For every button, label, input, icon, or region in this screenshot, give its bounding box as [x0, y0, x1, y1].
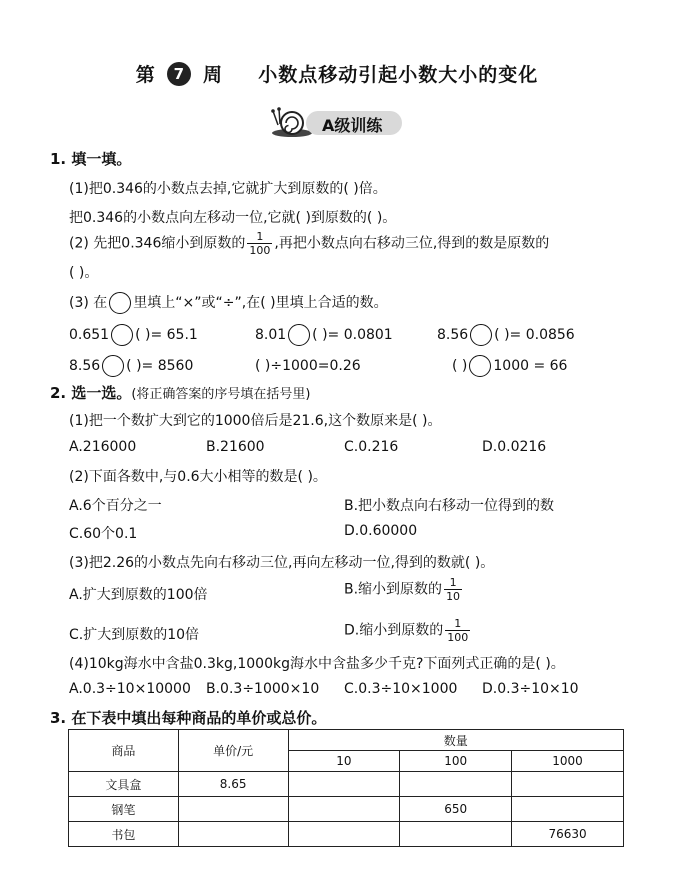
level-label: A级训练: [322, 116, 383, 135]
operator-circle[interactable]: [469, 355, 491, 377]
price-cell[interactable]: [178, 822, 288, 847]
goods-name: 文具盒: [69, 772, 179, 797]
q2-p2-opt-b: B.把小数点向右移动一位得到的数: [344, 498, 555, 514]
q1-line2: 把0.346的小数点向左移动一位,它就( )到原数的( )。: [69, 210, 397, 226]
price-cell[interactable]: 8.65: [178, 772, 288, 797]
q2-p3-opt-d: D.缩小到原数的 $\frac{1}{100}$: [344, 617, 469, 644]
q1-heading: 1. 填一填。: [50, 150, 132, 168]
q2-p2-opt-a: A.6个百分之一: [69, 498, 162, 514]
total-cell[interactable]: 650: [400, 797, 512, 822]
level-badge: [270, 103, 405, 139]
goods-name: 书包: [69, 822, 179, 847]
expr-6: ( ) 1000 = 66: [452, 355, 567, 377]
total-cell[interactable]: [288, 797, 400, 822]
title-suffix: 周: [202, 64, 223, 86]
fraction: $\frac{1}{10}$: [446, 576, 461, 603]
q2-p4-opt-a: A.0.3÷10×10000: [69, 681, 191, 697]
week-number-badge: 7: [167, 62, 191, 86]
operator-circle[interactable]: [102, 355, 124, 377]
total-cell[interactable]: [288, 772, 400, 797]
expr-2: 8.01 ( )= 0.0801: [255, 324, 393, 346]
page-title: [0, 60, 674, 87]
q2-p4-opt-c: C.0.3÷10×1000: [344, 681, 458, 697]
q2-p3-opt-b: B.缩小到原数的 $\frac{1}{10}$: [344, 576, 461, 603]
total-cell[interactable]: [400, 822, 512, 847]
table-row: [69, 822, 624, 847]
operator-circle[interactable]: [109, 292, 131, 314]
header-price: 单价/元: [178, 730, 288, 772]
expr-5: ( )÷1000=0.26: [255, 358, 361, 374]
operator-circle[interactable]: [470, 324, 492, 346]
title-prefix: 第: [135, 64, 156, 86]
q2-p4-opt-d: D.0.3÷10×10: [482, 681, 579, 697]
expr-3: 8.56 ( )= 0.0856: [437, 324, 575, 346]
q1-line1: (1)把0.346的小数点去掉,它就扩大到原数的( )倍。: [69, 181, 387, 197]
operator-circle[interactable]: [111, 324, 133, 346]
total-cell[interactable]: 76630: [512, 822, 624, 847]
total-cell[interactable]: [400, 772, 512, 797]
q1-line4: ( )。: [69, 265, 99, 281]
q2-heading: 2. 选一选。(将正确答案的序号填在括号里): [50, 384, 311, 402]
q1-line3: [69, 230, 549, 257]
q1-line5: (3) 在 里填上“×”或“÷”,在( )里填上合适的数。: [69, 292, 388, 314]
expr-1: 0.651 ( )= 65.1: [69, 324, 198, 346]
q2-p1-opt-b: B.21600: [206, 439, 265, 455]
table-row: [69, 797, 624, 822]
price-cell[interactable]: [178, 797, 288, 822]
fraction: $\frac{1}{100}$: [249, 230, 271, 257]
q2-p3-opt-a: A.扩大到原数的100倍: [69, 587, 208, 603]
goods-table: [68, 729, 624, 847]
q2-p4: (4)10kg海水中含盐0.3kg,1000kg海水中含盐多少千克?下面列式正确的是( )。: [69, 656, 565, 672]
qty-header: 1000: [512, 751, 624, 772]
q3-heading: 3. 在下表中填出每种商品的单价或总价。: [50, 709, 327, 727]
fraction: $\frac{1}{100}$: [447, 617, 469, 644]
operator-circle[interactable]: [288, 324, 310, 346]
header-goods: 商品: [69, 730, 179, 772]
goods-name: 钢笔: [69, 797, 179, 822]
q2-p3: (3)把2.26的小数点先向右移动三位,再向左移动一位,得到的数就( )。: [69, 555, 495, 571]
qty-header: 100: [400, 751, 512, 772]
total-cell[interactable]: [512, 797, 624, 822]
table-row: [69, 772, 624, 797]
q2-p2-opt-d: D.0.60000: [344, 523, 418, 539]
q1-line3-start: (2) 先把0.346缩小到原数的: [69, 235, 246, 252]
total-cell[interactable]: [288, 822, 400, 847]
q2-p2: (2)下面各数中,与0.6大小相等的数是( )。: [69, 469, 327, 485]
header-quantity: 数量: [288, 730, 623, 751]
q2-p1-opt-c: C.0.216: [344, 439, 399, 455]
qty-header: 10: [288, 751, 400, 772]
title-main: 小数点移动引起小数大小的变化: [258, 64, 539, 86]
q2-p3-opt-c: C.扩大到原数的10倍: [69, 627, 200, 643]
q2-p1-opt-a: A.216000: [69, 439, 137, 455]
expr-4: 8.56 ( )= 8560: [69, 355, 193, 377]
q2-p1: (1)把一个数扩大到它的1000倍后是21.6,这个数原来是( )。: [69, 413, 442, 429]
q1-line3-end: ,再把小数点向右移动三位,得到的数是原数的: [274, 235, 550, 252]
q2-p1-opt-d: D.0.0216: [482, 439, 547, 455]
total-cell[interactable]: [512, 772, 624, 797]
q2-p2-opt-c: C.60个0.1: [69, 526, 138, 542]
q2-p4-opt-b: B.0.3÷1000×10: [206, 681, 320, 697]
